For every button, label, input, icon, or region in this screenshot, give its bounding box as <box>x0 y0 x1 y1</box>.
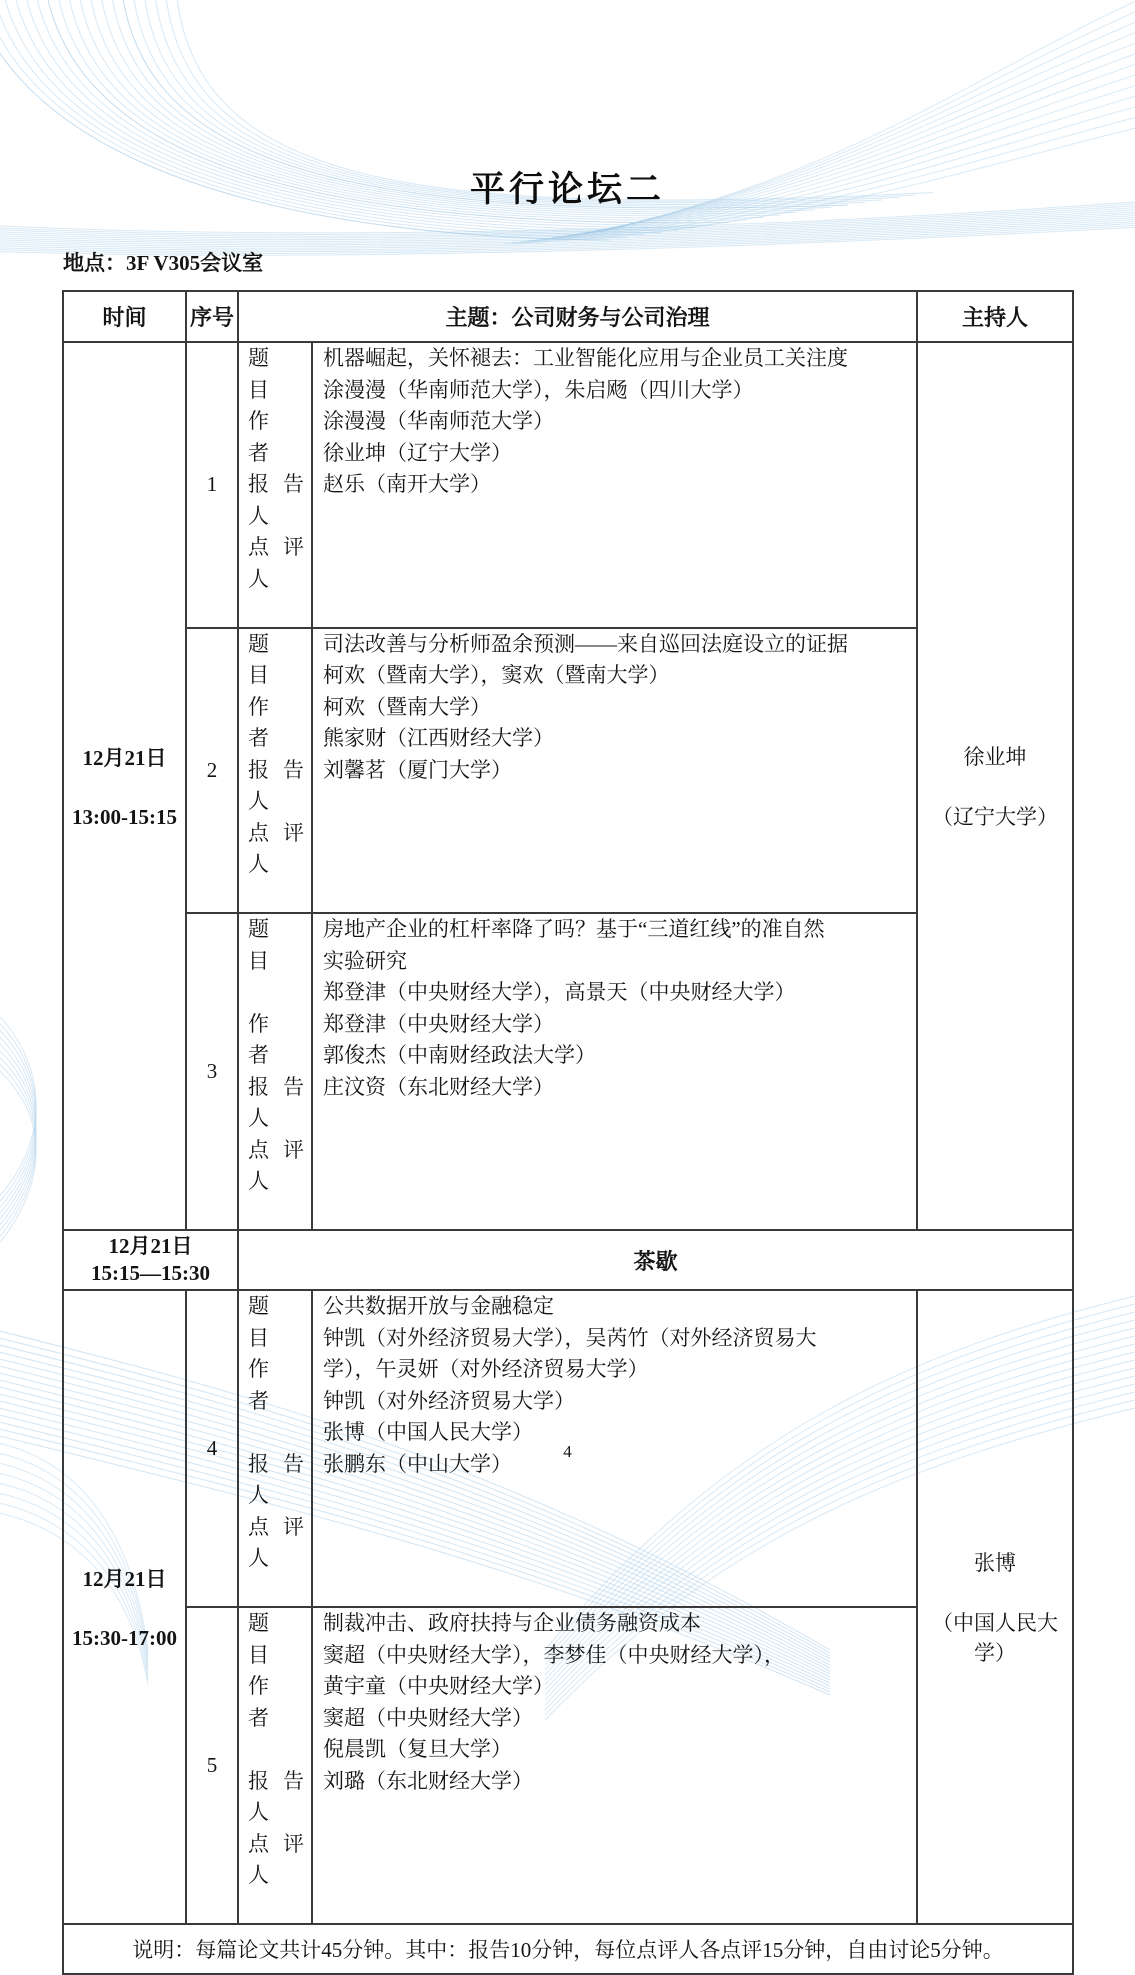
time-date: 12月21日 <box>82 746 167 770</box>
field-label <box>239 1892 311 1924</box>
field-text: 涂漫漫（华南师范大学），朱启飏（四川大学） <box>323 377 754 402</box>
tea-break-label-cell: 茶歇 <box>238 1230 1073 1290</box>
host-affiliation: （中国人民大学） <box>932 1611 1059 1665</box>
field-text: 司法改善与分析师盈余预测——来自巡回法庭设立的证据 <box>323 631 848 656</box>
host-name: 张博 <box>974 1551 1017 1575</box>
field-text: 赵乐（南开大学） <box>323 472 491 496</box>
tea-break-row <box>63 1230 1073 1290</box>
session-labels-cell <box>238 913 312 1230</box>
host-cell-block1 <box>917 342 1073 1230</box>
field-label <box>239 881 311 913</box>
field-text: 黄宇童（中央财经大学） <box>323 1674 554 1698</box>
field-text: 郑登津（中央财经大学），高景天（中央财经大学） <box>323 980 796 1004</box>
session-number-cell: 1 <box>186 342 238 628</box>
field-text: 郑登津（中央财经大学） <box>323 1011 554 1036</box>
field-label: 点评人 <box>248 1831 304 1887</box>
field-text: 窦超（中央财经大学），李梦佳（中央财经大学）， <box>323 1642 785 1667</box>
field-label: 题 目 <box>248 631 290 687</box>
field-text: 制裁冲击、政府扶持与企业债务融资成本 <box>323 1611 701 1635</box>
session-content-cell <box>312 342 917 628</box>
tea-break-range: 15:15—15:30 <box>91 1261 210 1285</box>
field-text: 郭俊杰（中南财经政法大学） <box>323 1043 596 1067</box>
session-number-cell: 4 <box>186 1290 238 1607</box>
location-line: 地点：3F V305会议室 <box>63 251 264 275</box>
session-content-cell <box>312 628 917 914</box>
field-label <box>239 595 311 627</box>
field-label: 点评人 <box>248 820 304 876</box>
field-text: 钟凯（对外经济贸易大学） <box>323 1388 575 1413</box>
session-number-cell: 2 <box>186 628 238 914</box>
header-topic: 主题：公司财务与公司治理 <box>238 291 917 342</box>
field-label: 题 目 <box>248 917 290 973</box>
time-range: 15:30-17:00 <box>72 1626 177 1650</box>
session-number-cell: 3 <box>186 913 238 1230</box>
field-text: 徐业坤（辽宁大学） <box>323 440 512 465</box>
field-label: 点评人 <box>248 1137 304 1193</box>
field-label: 作 者 <box>248 1674 290 1730</box>
field-label: 作 者 <box>248 694 290 750</box>
field-text: 涂漫漫（华南师范大学） <box>323 409 554 433</box>
session-row-1 <box>63 342 1073 628</box>
field-text: 实验研究 <box>323 948 407 973</box>
field-label: 点评人 <box>248 535 304 591</box>
field-label <box>239 1198 311 1230</box>
schedule-table <box>62 290 1074 1975</box>
host-name: 徐业坤 <box>963 745 1027 769</box>
field-label: 作 者 <box>248 409 290 465</box>
table-header-row <box>63 291 1073 342</box>
field-text: 学），午灵妍（对外经济贸易大学） <box>323 1357 649 1381</box>
session-labels-cell <box>238 342 312 628</box>
field-text: 熊家财（江西财经大学） <box>323 726 554 750</box>
field-label <box>239 1734 311 1766</box>
field-text: 庄汶资（东北财经大学） <box>323 1074 554 1099</box>
field-text: 房地产企业的杠杆率降了吗？基于“三道红线”的准自然 <box>323 917 825 941</box>
field-label: 题 目 <box>248 1294 290 1350</box>
host-affiliation: （辽宁大学） <box>932 805 1059 829</box>
time-cell-block2 <box>63 1290 186 1924</box>
note-row <box>63 1924 1073 1974</box>
field-label: 作 者 <box>248 1011 290 1067</box>
session-labels-cell <box>238 628 312 914</box>
header-time: 时间 <box>63 291 186 342</box>
session-number-cell: 5 <box>186 1607 238 1924</box>
field-text: 刘璐（东北财经大学） <box>323 1768 533 1793</box>
field-label: 报告人 <box>248 1074 304 1130</box>
field-text: 公共数据开放与金融稳定 <box>323 1294 554 1318</box>
field-label: 点评人 <box>248 1514 304 1570</box>
field-label: 报告人 <box>248 472 304 528</box>
field-text: 机器崛起，关怀褪去：工业智能化应用与企业员工关注度 <box>323 346 848 370</box>
field-label: 报告人 <box>248 1451 304 1507</box>
page-number: 4 <box>563 1442 572 1461</box>
field-label: 题 目 <box>248 346 290 402</box>
session-content-cell <box>312 1607 917 1924</box>
time-date: 12月21日 <box>82 1567 167 1591</box>
field-text: 倪晨凯（复旦大学） <box>323 1737 512 1761</box>
host-cell-block2 <box>917 1290 1073 1924</box>
field-label <box>239 977 311 1009</box>
tea-break-time-cell <box>63 1230 238 1290</box>
field-text: 刘馨茗（厦门大学） <box>323 757 512 782</box>
time-cell-block1 <box>63 342 186 1230</box>
session-labels-cell <box>238 1607 312 1924</box>
tea-break-date: 12月21日 <box>108 1234 193 1258</box>
time-range: 13:00-15:15 <box>72 805 177 829</box>
field-label: 报告人 <box>248 1768 304 1824</box>
session-content-cell <box>312 913 917 1230</box>
field-label: 报告人 <box>248 757 304 813</box>
field-text: 窦超（中央财经大学） <box>323 1705 533 1730</box>
field-text: 柯欢（暨南大学） <box>323 694 491 719</box>
field-text: 张博（中国人民大学） <box>323 1420 533 1444</box>
field-label: 题 目 <box>248 1611 290 1667</box>
header-host: 主持人 <box>917 291 1073 342</box>
field-label: 作 者 <box>248 1357 290 1413</box>
field-text: 张鹏东（中山大学） <box>323 1451 512 1476</box>
field-text: 钟凯（对外经济贸易大学），吴芮竹（对外经济贸易大 <box>323 1325 817 1350</box>
field-text: 柯欢（暨南大学），窦欢（暨南大学） <box>323 663 670 687</box>
field-label <box>239 1575 311 1607</box>
page-title: 平行论坛二 <box>469 170 665 209</box>
note-cell: 说明：每篇论文共计45分钟。其中：报告10分钟，每位点评人各点评15分钟，自由讨论5分钟。 <box>63 1924 1073 1974</box>
header-no: 序号 <box>186 291 238 342</box>
